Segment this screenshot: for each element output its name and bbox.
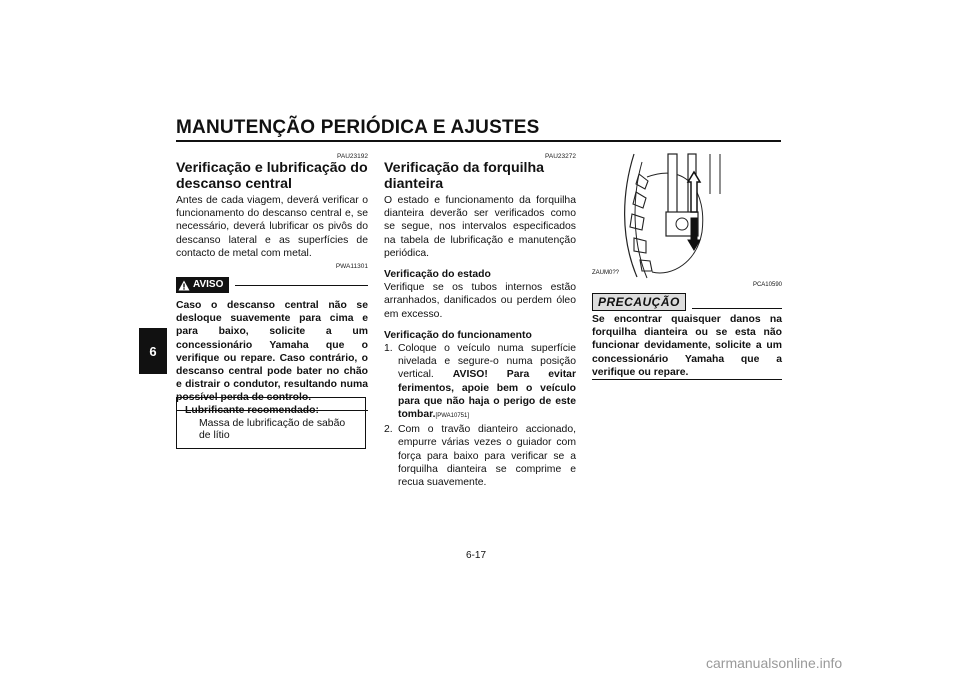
page-number: 6-17 xyxy=(466,550,487,561)
section-heading: Verificação da forquilha dianteira xyxy=(384,160,545,192)
front-fork-illustration xyxy=(592,152,782,280)
chapter-tab: 6 xyxy=(139,328,167,374)
function-title: Verificação do funcionamento xyxy=(384,329,532,341)
section-code: PAU23272 xyxy=(545,153,576,160)
state-text: Verifique se os tubos internos estão arranhados, danificados ou perdem óleo em excesso. xyxy=(384,282,576,320)
section-body: O estado e funcionamento da forquilha dianteira deverão ser verificados como se segue, nos intervalos especificados na tabela de lubrificação e manutenção periódica. xyxy=(384,195,576,259)
page-header-title: MANUTENÇÃO PERIÓDICA E AJUSTES xyxy=(176,117,540,138)
figure-code: ZAUM0?? xyxy=(592,270,620,276)
warning-triangle-icon xyxy=(178,280,190,291)
caution-text: Se encontrar quaisquer danos na forquilha dianteira ou se esta não funcionar devidamente, solicite a um concessionário Yamaha que a verifique ou repare. xyxy=(592,314,782,378)
step-warning-code: [PWA10751] xyxy=(435,413,469,420)
column-center-stand xyxy=(176,152,368,411)
caution-header xyxy=(592,293,782,311)
warning-code: PWA11301 xyxy=(335,263,368,271)
step-number: 2. xyxy=(384,424,393,436)
lubricant-value: Massa de lubrificação de sabão de lítio xyxy=(199,417,346,441)
caution-code: PCA10590 xyxy=(752,282,782,288)
warning-label: AVISO xyxy=(193,279,224,291)
step-text: Coloque o veículo numa superfície nivelada e segure-o numa posição vertical. xyxy=(398,343,576,381)
step-number: 1. xyxy=(384,343,393,355)
section-body: Antes de cada viagem, deverá verificar o funcionamento do descanso central e, se necessário, deverá lubrificar os pivôs do descanso lateral e as superfícies de contacto de metal com metal. xyxy=(176,195,368,259)
caution-badge: PRECAUÇÃO xyxy=(592,293,686,311)
state-title: Verificação do estado xyxy=(384,269,491,281)
section-heading: Verificação e lubrificação do descanso central xyxy=(176,160,368,192)
front-fork-figure xyxy=(592,152,782,288)
lubricant-title: Lubrificante recomendado: xyxy=(185,405,319,416)
watermark: carmanualsonline.info xyxy=(706,655,843,671)
warning-header xyxy=(176,277,368,293)
warning-rule xyxy=(235,285,368,286)
list-item xyxy=(384,342,576,423)
caution-end-rule xyxy=(592,379,782,380)
lubricant-box xyxy=(176,397,366,449)
caution-rule xyxy=(692,308,782,309)
column-front-fork xyxy=(384,152,576,489)
step-text: Com o travão dianteiro accionado, empurre várias vezes o guiador com força para baixo para verificar se a forquilha dianteira se comprime e recua suavemente. xyxy=(398,424,576,489)
section-code: PAU23192 xyxy=(337,153,368,160)
warning-text: Caso o descanso central não se desloque suavemente para cima e para baixo, solicite a um concessionário Yamaha que o verifique ou repare. Caso contrário, o descanso central pode bater no chão e distrair o condutor, resultando numa possível perda de controlo. xyxy=(176,300,368,404)
list-item xyxy=(384,423,576,489)
warning-badge xyxy=(176,277,229,293)
function-steps xyxy=(384,342,576,489)
step-warning: AVISO! Para evitar ferimentos, apoie bem o veículo para que não haja o perigo de este tombar. xyxy=(398,369,576,421)
header-rule xyxy=(176,140,781,142)
